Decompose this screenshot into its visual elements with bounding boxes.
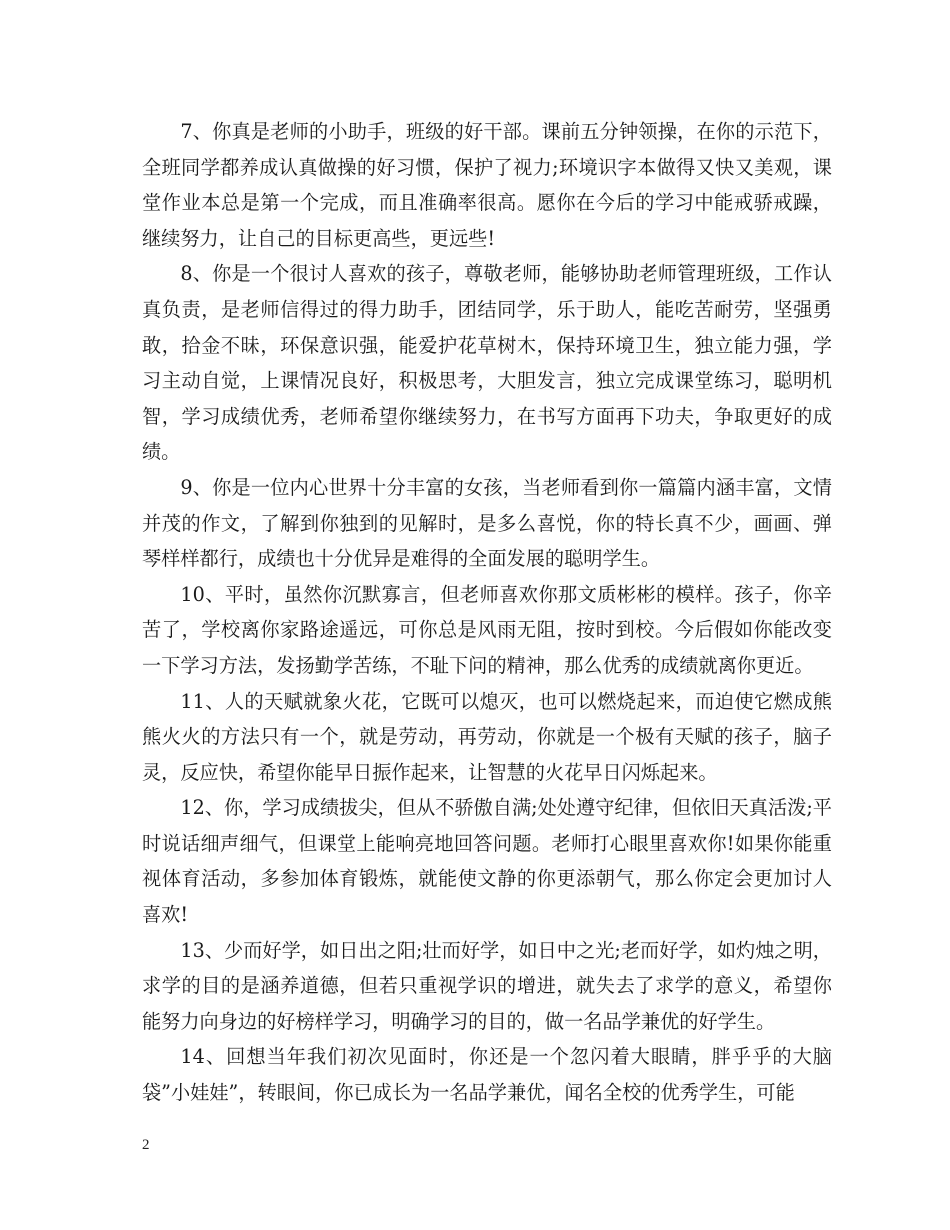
paragraph-8: 8、你是一个很讨人喜欢的孩子，尊敬老师，能够协助老师管理班级，工作认真负责，是老师信得过的得力助手，团结同学，乐于助人，能吃苦耐劳，坚强勇敢，拾金不昧，环保意识强，能爱护花草树木，保持环境卫生，独立能力强，学习主动自觉，上课情况良好，积极思考，大胆发言，独立完成课堂练习，聪明机智，学习成绩优秀，老师希望你继续努力，在书写方面再下功夫，争取更好的成绩。 bbox=[142, 262, 832, 464]
paragraph-7: 7、你真是老师的小助手，班级的好干部。课前五分钟领操，在你的示范下，全班同学都养成认真做操的好习惯，保护了视力;环境识字本做得又快又美观，课堂作业本总是第一个完成，而且准确率很高。愿你在今后的学习中能戒骄戒躁，继续努力，让自己的目标更高些，更远些! bbox=[142, 120, 832, 250]
paragraph-9: 9、你是一位内心世界十分丰富的女孩，当老师看到你一篇篇内涵丰富，文情并茂的作文，了解到你独到的见解时，是多么喜悦，你的特长真不少，画画、弹琴样样都行，成绩也十分优异是难得的全面发展的聪明学生。 bbox=[142, 475, 832, 571]
document-body bbox=[142, 114, 832, 1111]
paragraph-10: 10、平时，虽然你沉默寡言，但老师喜欢你那文质彬彬的模样。孩子，你辛苦了，学校离你家路途遥远，可你总是风雨无阻，按时到校。今后假如你能改变一下学习方法，发扬勤学苦练，不耻下问的精神，那么优秀的成绩就离你更近。 bbox=[142, 582, 832, 677]
paragraph-13: 13、少而好学，如日出之阳;壮而好学，如日中之光;老而好学，如灼烛之明，求学的目的是涵养道德，但若只重视学识的增进，就失去了求学的意义，希望你能努力向身边的好榜样学习，明确学习的目的，做一名品学兼优的好学生。 bbox=[142, 938, 832, 1033]
paragraph-12: 12、你，学习成绩拔尖，但从不骄傲自满;处处遵守纪律，但依旧天真活泼;平时说话细声细气，但课堂上能响亮地回答问题。老师打心眼里喜欢你!如果你能重视体育活动，多参加体育锻炼，就能使文静的你更添朝气，那么你定会更加讨人喜欢! bbox=[142, 796, 832, 927]
paragraph-14: 14、回想当年我们初次见面时，你还是一个忽闪着大眼睛，胖乎乎的大脑袋”小娃娃”，转眼间，你已成长为一名品学兼优，闻名全校的优秀学生，可能 bbox=[142, 1045, 832, 1105]
page-number: 2 bbox=[142, 1137, 150, 1153]
paragraph-11: 11、人的天赋就象火花，它既可以熄灭，也可以燃烧起来，而迫使它燃成熊熊火火的方法只有一个，就是劳动，再劳动，你就是一个极有天赋的孩子，脑子灵，反应快，希望你能早日振作起来，让智慧的火花早日闪烁起来。 bbox=[142, 689, 832, 784]
